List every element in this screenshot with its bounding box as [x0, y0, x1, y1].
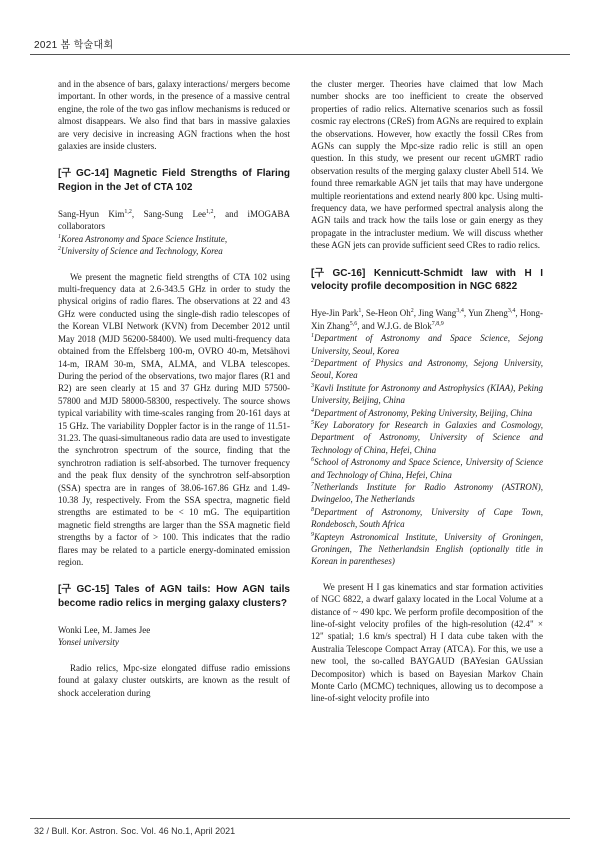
gc15-abstract-start: Radio relics, Mpc-size elongated diffuse radio emissions found at galaxy cluster outskirts, are known as the result of shock acceleration during [58, 662, 290, 698]
gc15-title: [구 GC-15] Tales of AGN tails: How AGN tails become radio relics in merging galaxy clusters? [58, 584, 290, 610]
footer-divider [30, 818, 570, 819]
gc16-affiliation-6: $^6$School of Astronomy and Space Science, University of Science and Technology of China, Hefei, China [311, 457, 543, 480]
gc16-abstract: We present H I gas kinematics and star formation activities of NGC 6822, a dwarf galaxy located in the Local Volume at a distance of ~ 490 kpc. We perform profile decomposition of the line-of-sight velocity profiles of the high-resolution (42.4" × 12" spatial; 1.6 km/s spectral) H I data cube taken with the Australia Telescope Compact Array (ATCA). For this, we use a new tool, the so-called BAYGAUD (BAYesian GAUssian Decompositor) which is based on Bayesian Markov Chain Monte Carlo (MCMC) techniques, allowing us to decompose a line-of-sight velocity profile into [311, 581, 543, 704]
gc14-authors: Sang-Hyun Kim$^{1,2}$, Sang-Sung Lee$^{1,2}$, and iMOGABA collaborators [58, 209, 291, 232]
gc14-affiliation-2: $^2$University of Science and Technology, Korea [58, 246, 223, 257]
intro-paragraph: and in the absence of bars, galaxy interactions/ mergers become important. In other words, in the presence of a massive central engine, the role of the two gas inflow mechanisms is reduced or almost disappears. We also find that bars in massive galaxies are very decisive in increasing AGN fractions when the host galaxies are inside clusters. [58, 79, 290, 152]
journal-citation: 32 / Bull. Kor. Astron. Soc. Vol. 46 No.1, April 2021 [34, 826, 236, 836]
gc16-affiliation-4: $^4$Department of Astronomy, Peking University, Beijing, China [311, 407, 533, 418]
gc16-title: [구 GC-16] Kennicutt-Schmidt law with H I velocity profile decomposition in NGC 6822 [311, 267, 543, 293]
gc16-affiliation-7: $^7$Netherlands Institute for Radio Astronomy (ASTRON), Dwingeloo, The Netherlands [311, 481, 543, 505]
gc16-authors: Hye-Jin Park$^1$, Se-Heon Oh$^2$, Jing Wang$^{3,4}$, Yun Zheng$^{3,4}$, Hong-Xin Zhang$^{5,6}$, and W.J.G. de Blok$^{7,8,9}$ [311, 308, 543, 331]
right-column [311, 78, 543, 705]
conference-title: 2021 봄 학술대회 [34, 40, 114, 51]
left-column [58, 78, 290, 699]
gc15-affiliation: Yonsei university [58, 637, 119, 648]
gc14-abstract: We present the magnetic field strengths of CTA 102 using multi-frequency data at 2.6-343.5 GHz in order to study the physical origins of radio flares. The observations at 22 and 43 GHz were conducted using the single-dish radio telescopes of the Korean VLBI Network (KVN) from December 2012 until May 2018 (MJD 56200-58400). We used multi-frequency data obtained from the Effelsberg 100-m, OVRO 40-m, Metsähovi 14-m, IRAM 30-m, SMA, ALMA, and VLBA telescopes. During the period of the observations, two major flares (R1 and R2) are seen clearly at 15 and 37 GHz during MJD 57500-57800 and MJD 58000-58300, respectively. The source shows typical variability with time-scales ranging from 20-161 days at 15 GHz. The variability Doppler factor is in the range of 11.51-31.23. The quasi-simultaneous radio data are used to investigate the synchrotron spectrum of the source, finding that the synchrotron radiation is self-absorbed. The turnover frequency and the peak flux density of the synchrotron self-absorption (SSA) spectra are in ranges of 38.06-167.86 GHz and 1.49-10.38 Jy, respectively. From the SSA spectra, magnetic field strengths are estimated to be < 10 mG. The equipartition magnetic field strengths are larger than the SSA magnetic field strengths by a factor of > 100. This indicates that the radio flares may be related to a particle energy-dominated emission region. [58, 271, 290, 567]
gc16-affiliation-2: $^2$Department of Physics and Astronomy, Sejong University, Seoul, Korea [311, 357, 543, 381]
gc16-affiliation-8: $^8$Department of Astronomy, University of Cape Town, Rondebosch, South Africa [311, 506, 543, 530]
gc14-affiliation-1: $^1$Korea Astronomy and Space Science Institute, [58, 233, 228, 244]
gc16-affiliation-1: $^1$Department of Astronomy and Space Science, Sejong University, Seoul, Korea [311, 333, 543, 356]
gc15-authors: Wonki Lee, M. James Jee [58, 625, 151, 635]
gc16-affiliation-9: $^9$Kapteyn Astronomical Institute, University of Groningen, Groningen, The Netherlandsin English (optionally title in Korean in parentheses) [311, 531, 543, 567]
gc16-affiliation-5: $^5$Key Laboratory for Research in Galaxies and Cosmology, Department of Astronomy, University of Science and Technology of China, Hefei, China [311, 419, 543, 455]
header-divider [30, 54, 570, 55]
gc16-affiliation-3: $^3$Kavli Institute for Astronomy and Astrophysics (KIAA), Peking University, Beijing, China [311, 382, 543, 406]
gc14-title: [구 GC-14] Magnetic Field Strengths of Flaring Region in the Jet of CTA 102 [58, 168, 290, 194]
gc15-abstract-continued: the cluster merger. Theories have claimed that low Mach number shocks are too inefficient to create the observed properties of radio relics. Alternative scenarios such as fossil cosmic ray electrons (CReS) from AGNs are required to explain the observations. However, how exactly the fossil CRes from AGNs can supply the Mpc-size radio relic is still an open question. In this study, we present our recent uGMRT radio observation results of the merging galaxy cluster Abell 514. We found three remarkable AGN jet tails that may have undergone multiple reorientations and extend nearly 800 kpc. Using multi-frequency data, we have performed spectral analysis along the AGN tails and track how the tails lose or gain energy as they propagate in the intracluster medium. We will discuss whether these AGN jets can provide sufficient seed CRes to radio relics. [311, 79, 543, 251]
